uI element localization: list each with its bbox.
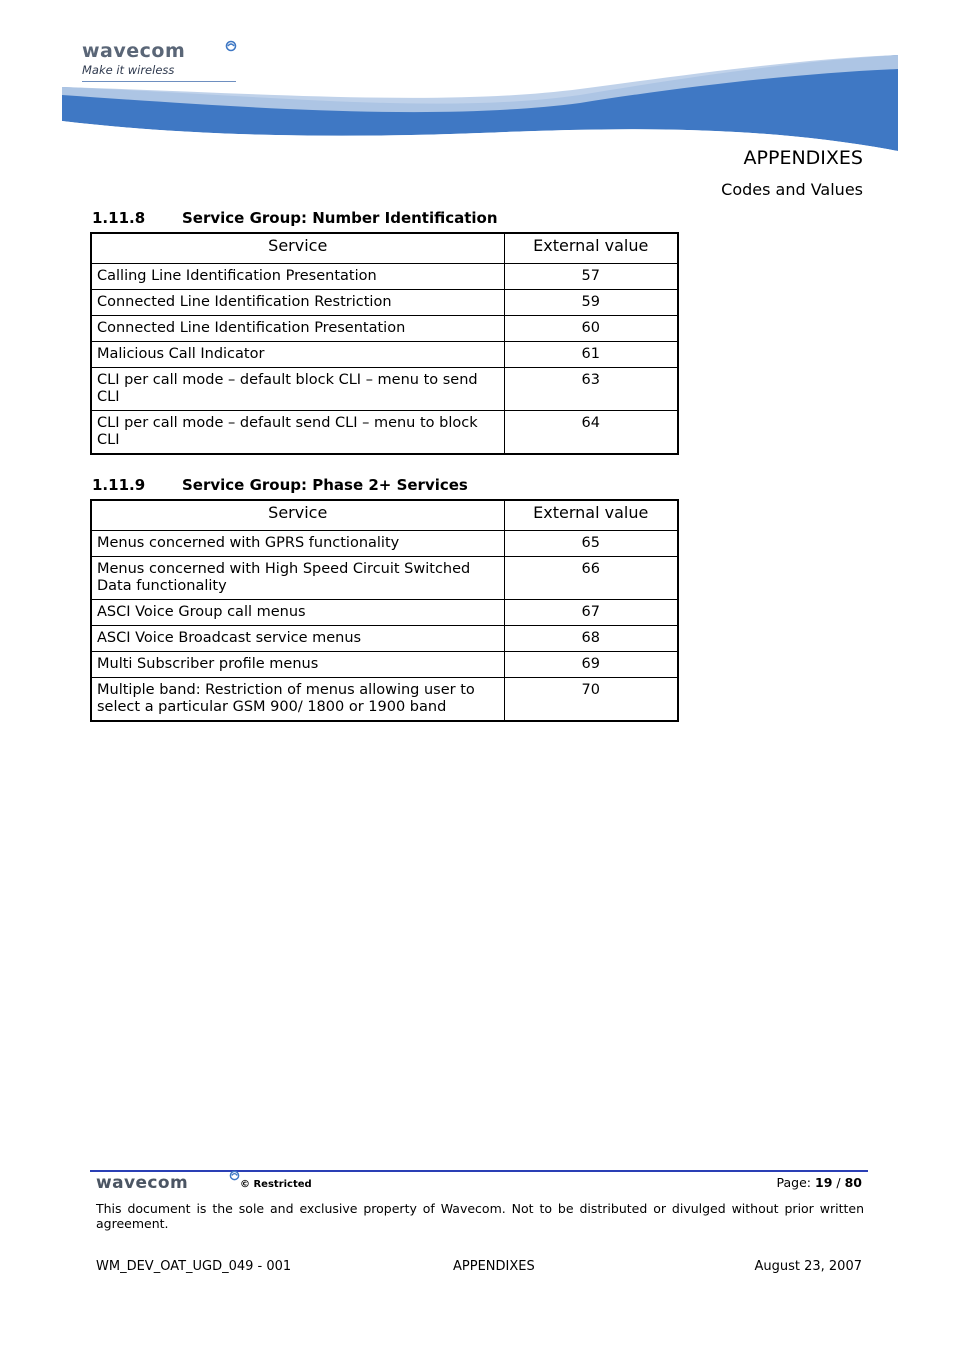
table-row xyxy=(91,264,678,290)
table-row xyxy=(91,342,678,368)
logo-swirl-icon xyxy=(225,40,237,52)
service-cell: ASCI Voice Broadcast service menus xyxy=(91,626,504,652)
confidentiality-notice: This document is the sole and exclusive property of Wavecom. Not to be distributed or divulged without prior written agreement. xyxy=(96,1201,864,1231)
section-heading-phase2-services xyxy=(92,476,468,494)
restricted-label: © Restricted xyxy=(240,1179,312,1190)
external-value-cell: 64 xyxy=(504,411,678,455)
footer-logo-wordmark: wavecom xyxy=(96,1173,189,1193)
external-value-cell: 60 xyxy=(504,316,678,342)
section-subtitle: Codes and Values xyxy=(721,180,863,199)
page-total: 80 xyxy=(844,1175,862,1190)
section-heading-text: Service Group: Phase 2+ Services xyxy=(182,476,468,494)
number-identification-table xyxy=(90,232,679,455)
document-id: WM_DEV_OAT_UGD_049 - 001 xyxy=(96,1259,292,1274)
service-cell: CLI per call mode – default send CLI – menu to block CLI xyxy=(91,411,504,455)
page-current: 19 xyxy=(815,1175,833,1190)
table-header-row xyxy=(91,500,678,531)
table-row xyxy=(91,368,678,411)
table-row xyxy=(91,316,678,342)
section-number: 1.11.8 xyxy=(92,209,146,227)
table-row xyxy=(91,652,678,678)
service-cell: Menus concerned with GPRS functionality xyxy=(91,531,504,557)
service-cell: Menus concerned with High Speed Circuit Switched Data functionality xyxy=(91,557,504,600)
external-value-cell: 67 xyxy=(504,600,678,626)
service-cell: Connected Line Identification Restriction xyxy=(91,290,504,316)
external-value-cell: 59 xyxy=(504,290,678,316)
external-value-cell: 65 xyxy=(504,531,678,557)
external-value-cell: 66 xyxy=(504,557,678,600)
phase2-services-table xyxy=(90,499,679,722)
footer-section-name: APPENDIXES xyxy=(453,1259,535,1274)
header-wave-graphic xyxy=(60,55,900,155)
external-value-cell: 70 xyxy=(504,678,678,722)
service-cell: Connected Line Identification Presentation xyxy=(91,316,504,342)
service-cell: ASCI Voice Group call menus xyxy=(91,600,504,626)
section-number: 1.11.9 xyxy=(92,476,146,494)
service-cell: Multi Subscriber profile menus xyxy=(91,652,504,678)
page-indicator xyxy=(777,1175,862,1190)
section-title: APPENDIXES xyxy=(743,147,863,169)
section-heading-number-identification xyxy=(92,209,498,227)
table-row xyxy=(91,411,678,455)
service-cell: CLI per call mode – default block CLI – menu to send CLI xyxy=(91,368,504,411)
service-cell: Calling Line Identification Presentation xyxy=(91,264,504,290)
table-header-row xyxy=(91,233,678,264)
table-row xyxy=(91,678,678,722)
page-separator: / xyxy=(836,1175,841,1190)
column-header-external-value: External value xyxy=(504,233,678,264)
external-value-cell: 57 xyxy=(504,264,678,290)
service-cell: Multiple band: Restriction of menus allowing user to select a particular GSM 900/ 1800 or 1900 band xyxy=(91,678,504,722)
table-row xyxy=(91,531,678,557)
table-row xyxy=(91,626,678,652)
external-value-cell: 68 xyxy=(504,626,678,652)
footer-divider xyxy=(90,1170,868,1172)
section-heading-text: Service Group: Number Identification xyxy=(182,209,498,227)
page-label: Page: xyxy=(776,1175,812,1190)
footer-logo-swirl-icon xyxy=(229,1170,240,1181)
table-row xyxy=(91,600,678,626)
document-date: August 23, 2007 xyxy=(754,1259,862,1274)
column-header-service: Service xyxy=(91,500,504,531)
column-header-external-value: External value xyxy=(504,500,678,531)
table-row xyxy=(91,557,678,600)
logo-tagline: Make it wireless xyxy=(82,63,175,77)
service-cell: Malicious Call Indicator xyxy=(91,342,504,368)
external-value-cell: 61 xyxy=(504,342,678,368)
external-value-cell: 63 xyxy=(504,368,678,411)
table-row xyxy=(91,290,678,316)
external-value-cell: 69 xyxy=(504,652,678,678)
column-header-service: Service xyxy=(91,233,504,264)
logo-wordmark: wavecom xyxy=(82,40,186,62)
